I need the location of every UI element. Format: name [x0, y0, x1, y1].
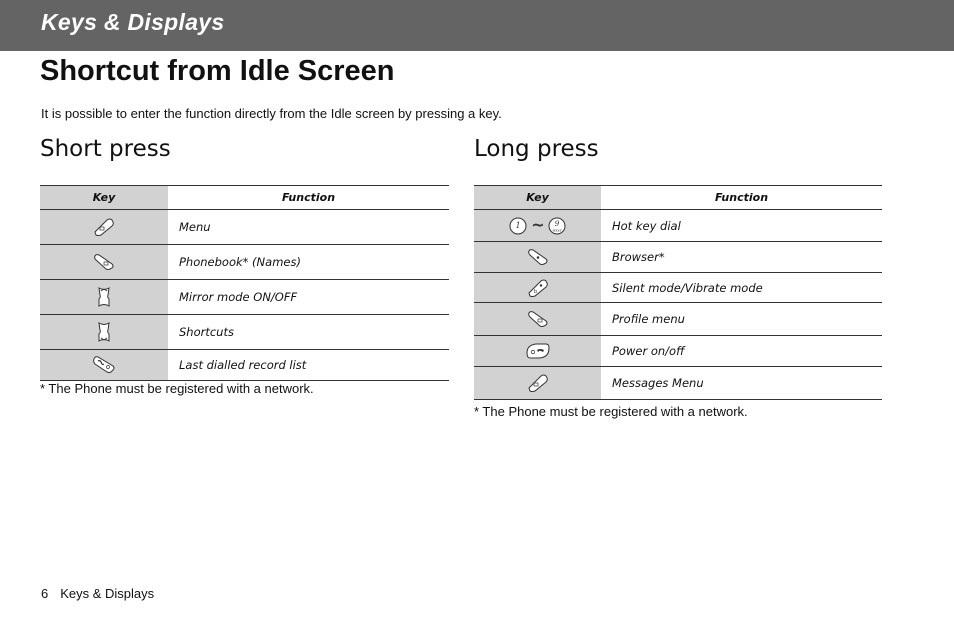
nav-up-icon [94, 286, 114, 308]
table-row [474, 303, 882, 336]
table-row [474, 242, 882, 273]
right-softkey-icon [91, 251, 117, 273]
left-softkey-icon [91, 216, 117, 238]
function-label: Mirror mode ON/OFF [168, 280, 449, 315]
table-row [474, 210, 882, 242]
col-key-header: Key [40, 186, 168, 210]
nav-down-icon [94, 321, 114, 343]
long-press-note: * The Phone must be registered with a network. [474, 404, 748, 419]
svg-text:~: ~ [530, 214, 545, 234]
col-function-header: Function [601, 186, 882, 210]
table-row [474, 273, 882, 303]
function-label: Silent mode/Vibrate mode [601, 273, 882, 303]
short-press-title: Short press [40, 136, 171, 162]
table-row [40, 315, 449, 350]
table-row [40, 245, 449, 280]
function-label: Messages Menu [601, 367, 882, 400]
footer-section: Keys & Displays [60, 586, 155, 601]
svg-text:9: 9 [554, 219, 559, 228]
table-row [40, 210, 449, 245]
short-press-table [40, 185, 449, 381]
function-label: Phonebook* (Names) [168, 245, 449, 280]
page-number: 6 [41, 586, 49, 601]
star-key-icon [525, 246, 551, 268]
long-press-title: Long press [474, 136, 599, 162]
svg-text:wxyz: wxyz [551, 228, 562, 232]
page-title: Shortcut from Idle Screen [40, 55, 395, 87]
col-function-header: Function [168, 186, 449, 210]
intro-text: It is possible to enter the function directly from the Idle screen by pressing a key. [41, 106, 502, 121]
col-key-header: Key [474, 186, 601, 210]
function-label: Hot key dial [601, 210, 882, 242]
table-row [40, 350, 449, 381]
number-range-icon [509, 214, 567, 238]
function-label: Browser* [601, 242, 882, 273]
long-press-table [474, 185, 882, 400]
header-title: Keys & Displays [41, 9, 225, 35]
right-softkey-icon [525, 308, 551, 330]
table-row [474, 367, 882, 400]
svg-text:b: b [533, 288, 537, 295]
svg-text:1: 1 [514, 220, 521, 230]
send-key-icon [91, 354, 117, 376]
function-label: Shortcuts [168, 315, 449, 350]
left-softkey-icon [525, 372, 551, 394]
table-header-row [40, 186, 449, 210]
function-label: Menu [168, 210, 449, 245]
function-label: Power on/off [601, 336, 882, 367]
header-bar [0, 0, 954, 51]
table-row [40, 280, 449, 315]
page-footer [41, 586, 166, 601]
table-row [474, 336, 882, 367]
end-key-icon [524, 340, 552, 362]
short-press-note: * The Phone must be registered with a network. [40, 381, 314, 396]
hash-key-icon [525, 277, 551, 299]
function-label: Profile menu [601, 303, 882, 336]
table-header-row [474, 186, 882, 210]
function-label: Last dialled record list [168, 350, 449, 381]
